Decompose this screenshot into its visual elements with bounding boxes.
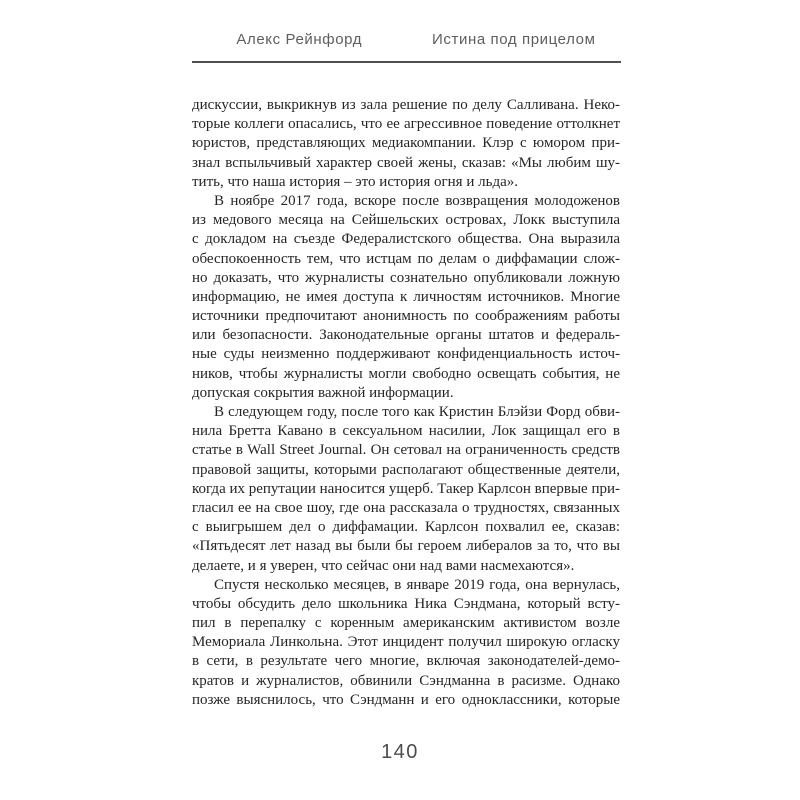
body-line: В ноябре 2017 года, вскоре после возвращения молодоженов [214,192,620,209]
body-line: нила Бретта Кавано в сексуальном насилии, Лок защищал его в [192,423,620,440]
body-line: информацию, не имея доступа к личностям источников. Многие [192,288,620,305]
body-line: Мемориала Линкольна. Этот инцидент получил широкую огласку [192,634,620,651]
body-line: торые коллеги опасались, что ее агрессивное поведение оттолкнет [192,116,620,133]
body-line: пил в перепалку с коренным американским активистом возле [192,615,620,632]
body-line: чтобы обсудить дело школьника Ника Сэндмана, который всту- [192,595,620,612]
body-line: гласил ее на свое шоу, где она рассказала о трудностях, связанных [192,499,620,516]
body-line: обеспокоенность тем, что истцам по делам о диффамации слож- [192,250,620,267]
body-line: статье в Wall Street Journal. Он сетовал на ограниченность средств [192,442,620,459]
body-line: с докладом на съезде Федералистского общества. Она выразила [192,231,620,248]
body-line: в сети, в результате чего многие, включая законодателей-демо- [192,653,620,670]
body-line: но доказать, что журналисты сознательно опубликовали ложную [192,269,620,286]
body-line: правовой защиты, которыми располагают общественные деятели, [192,461,620,478]
body-line: «Пятьдесят лет назад вы были бы героем либералов за то, что вы [192,538,620,555]
body-line: из медового месяца на Сейшельских островах, Локк выступила [192,212,620,229]
header-rule [192,61,621,63]
body-line: В следующем году, после того как Кристин Блэйзи Форд обви- [214,404,620,420]
page-number: 140 [381,741,419,763]
body-line: дискуссии, выкрикнув из зала решение по делу Салливана. Неко- [192,97,620,113]
body-line: позже выяснилось, что Сэндманн и его одноклассники, которые [192,691,620,708]
body-line: тить, что наша история – это история огня и льда». [192,173,518,190]
body-line: с выигрышем дел о диффамации. Карлсон похвалил ее, сказав: [192,519,620,536]
running-header-title: Истина под прицелом [432,31,596,48]
body-line: делаете, и я уверен, что сейчас они над вами насмехаются». [192,557,575,574]
running-header [192,31,621,48]
running-header-author: Алекс Рейнфорд [236,31,363,48]
body-line: кратов и журналистов, обвинили Сэндманна в расизме. Однако [192,672,620,689]
body-line: ников, чтобы журналисты могли свободно освещать события, не [192,365,620,382]
body-line: или безопасности. Законодательные органы штатов и федераль- [192,327,620,344]
body-line: когда их репутации наносится ущерб. Такер Карлсон впервые при- [192,480,620,497]
body-line: юристов, представляющих медиакомпании. Клэр с юмором при- [192,135,620,152]
body-line: знал вспыльчивый характер своей жены, сказав: «Мы любим шу- [192,154,620,171]
body-line: ные суды неизменно поддерживают конфиденциальность источ- [192,346,620,363]
body-line: допуская сокрытия важной информации. [192,384,454,401]
body-text [192,96,620,710]
body-line: источники предпочитают анонимность по соображениям работы [192,308,620,325]
body-line: Спустя несколько месяцев, в январе 2019 года, она вернулась, [214,576,620,593]
